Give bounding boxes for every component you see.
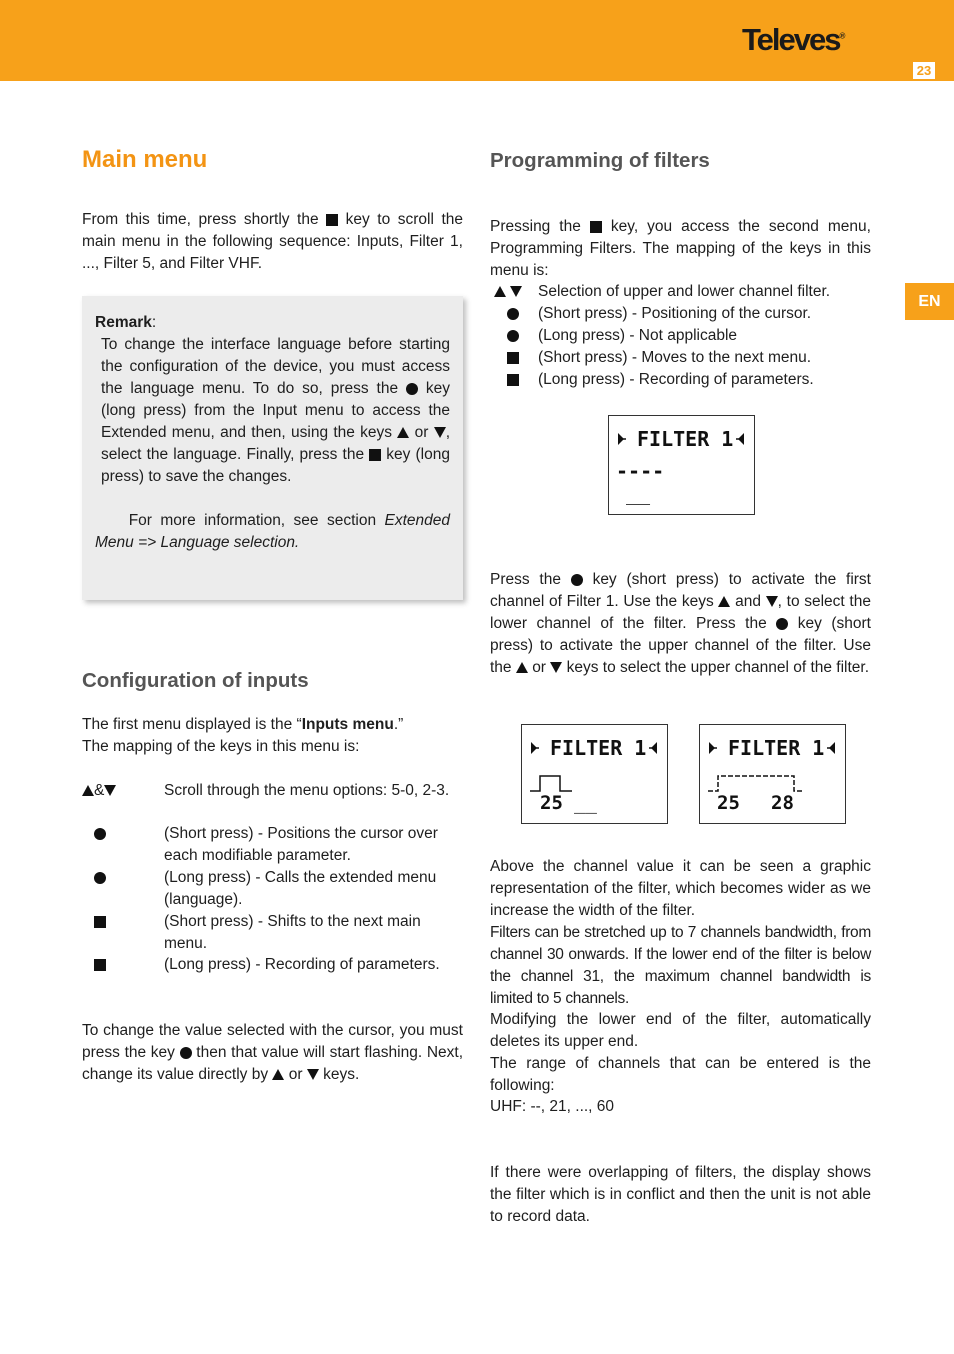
filter-shape-graphic (708, 776, 804, 791)
programming-filters-title: Programming of filters (490, 149, 710, 172)
square-key-icon (369, 449, 381, 461)
dot-key-icon (94, 872, 106, 884)
down-arrow-icon (307, 1069, 319, 1080)
registered-mark: ® (839, 31, 846, 41)
remark-text: To change the interface language before starting the configuration of the device, you must access the language menu. To do so, press the key (long press) from the Input menu to access the Extended menu, and then, using the keys or , select the language. Finally, press the key (long press) to save the changes. (101, 336, 450, 485)
intro-text-b: key to scroll the main menu in the following sequence: Inputs, Filter 1, ..., Filter 5, and Filter VHF. (82, 211, 463, 272)
dot-key-icon (776, 618, 788, 630)
inputs-menu-bold: Inputs menu (301, 716, 394, 733)
main-menu-title: Main menu (82, 146, 208, 173)
up-down-arrows-icon (494, 281, 522, 303)
lcd-screen (700, 725, 845, 823)
dot-key-icon (507, 330, 519, 342)
dot-key-icon (94, 828, 106, 840)
lcd-title: FILTER 1 (637, 427, 734, 451)
dot-key-icon (406, 383, 418, 395)
up-down-arrows-icon: & (82, 780, 116, 802)
square-key-icon (507, 352, 519, 364)
down-arrow-icon (550, 662, 562, 673)
square-key-icon (94, 916, 106, 928)
change-value-paragraph: To change the value selected with the cursor, you must press the key then that value will start flashing. Next, change its value directly by or keys. (82, 1022, 464, 1083)
remark-more-info: For more information, see section Extended Menu => Language selection. (95, 512, 451, 551)
lcd-upper-channel: 28 (771, 792, 794, 814)
lcd-dashes: ---- (616, 459, 665, 483)
modify-paragraph: Modifying the lower end of the filter, automatically deletes its upper end. (490, 1011, 871, 1050)
remark-box (82, 296, 463, 600)
range-paragraph: The range of channels that can be entered is the following: (490, 1055, 871, 1094)
programming-intro: Pressing the key, you access the second menu, Programming Filters. The mapping of the keys in this menu is: (490, 218, 871, 279)
key-row-square-long: (Long press) - Recording of parameters. (82, 954, 463, 976)
graphic-representation-paragraph: Above the channel value it can be seen a graphic representation of the filter, which becomes wider as we increase the width of the filter. (490, 858, 871, 919)
up-arrow-icon (718, 596, 730, 607)
page-number: 23 (913, 62, 935, 79)
language-tab: EN (905, 283, 954, 320)
lcd-upper-channel: __ (574, 792, 597, 814)
lcd-screen (522, 725, 667, 823)
main-menu-intro (82, 209, 463, 275)
lcd-lower-channel: 25 (717, 792, 740, 814)
down-arrow-icon (766, 596, 778, 607)
square-key-icon (507, 374, 519, 386)
filter-shape-graphic (530, 776, 572, 791)
up-arrow-icon (272, 1069, 284, 1080)
activate-channel-paragraph: Press the key (short press) to activate the first channel of Filter 1. Use the keys and , to select the lower channel of the filter. Press the key (short press) to activate the upper channel of the filter. Use the or keys to select the upper channel of the filter. (490, 571, 871, 676)
up-arrow-icon (397, 427, 409, 438)
square-key-icon (94, 959, 106, 971)
config-intro: The first menu displayed is the “Inputs menu.” The mapping of the keys in this menu is: (82, 716, 404, 755)
intro-text-a: From this time, press shortly the (82, 211, 319, 228)
remark-label: Remark: (95, 314, 157, 331)
lcd-title: FILTER 1 (728, 736, 825, 760)
dot-key-icon (571, 574, 583, 586)
televes-logo (742, 22, 845, 58)
square-key-icon (326, 214, 338, 226)
lcd-lower-channel: 25 (540, 792, 563, 814)
stretch-paragraph: Filters can be stretched up to 7 channels bandwidth, from channel 30 onwards. If the lower end of the filter is below the channel 31, the maximum channel bandwidth is limited to 5 channels. (490, 924, 871, 1007)
config-inputs-title: Configuration of inputs (82, 669, 309, 692)
dot-key-icon (507, 308, 519, 320)
overlap-paragraph: If there were overlapping of filters, the display shows the filter which is in conflict and then the unit is not able to record data. (490, 1164, 871, 1225)
uhf-range: UHF: --, 21, ..., 60 (490, 1098, 615, 1115)
remark-reference: Extended Menu => Language selection. (95, 512, 451, 551)
brand-name: Televes (742, 22, 840, 57)
lcd-display-filter-empty (608, 415, 755, 515)
key-row-dot-long: (Long press) - Calls the extended menu (language). (82, 867, 463, 911)
lcd-cursor: __ (626, 481, 651, 505)
key-row-dot-short: (Short press) - Positions the cursor over each modifiable parameter. (82, 823, 463, 867)
lcd-title: FILTER 1 (550, 736, 647, 760)
lcd-display-filter-lower (521, 724, 668, 824)
key-row-square-short: (Short press) - Shifts to the next main menu. (82, 911, 463, 955)
square-key-icon (590, 221, 602, 233)
lcd-screen (609, 416, 754, 514)
lcd-display-filter-range (699, 724, 846, 824)
key-row-scroll: & Scroll through the menu options: 5-0, 2-3. (82, 780, 463, 824)
dot-key-icon (180, 1047, 192, 1059)
up-arrow-icon (516, 662, 528, 673)
down-arrow-icon (434, 427, 446, 438)
